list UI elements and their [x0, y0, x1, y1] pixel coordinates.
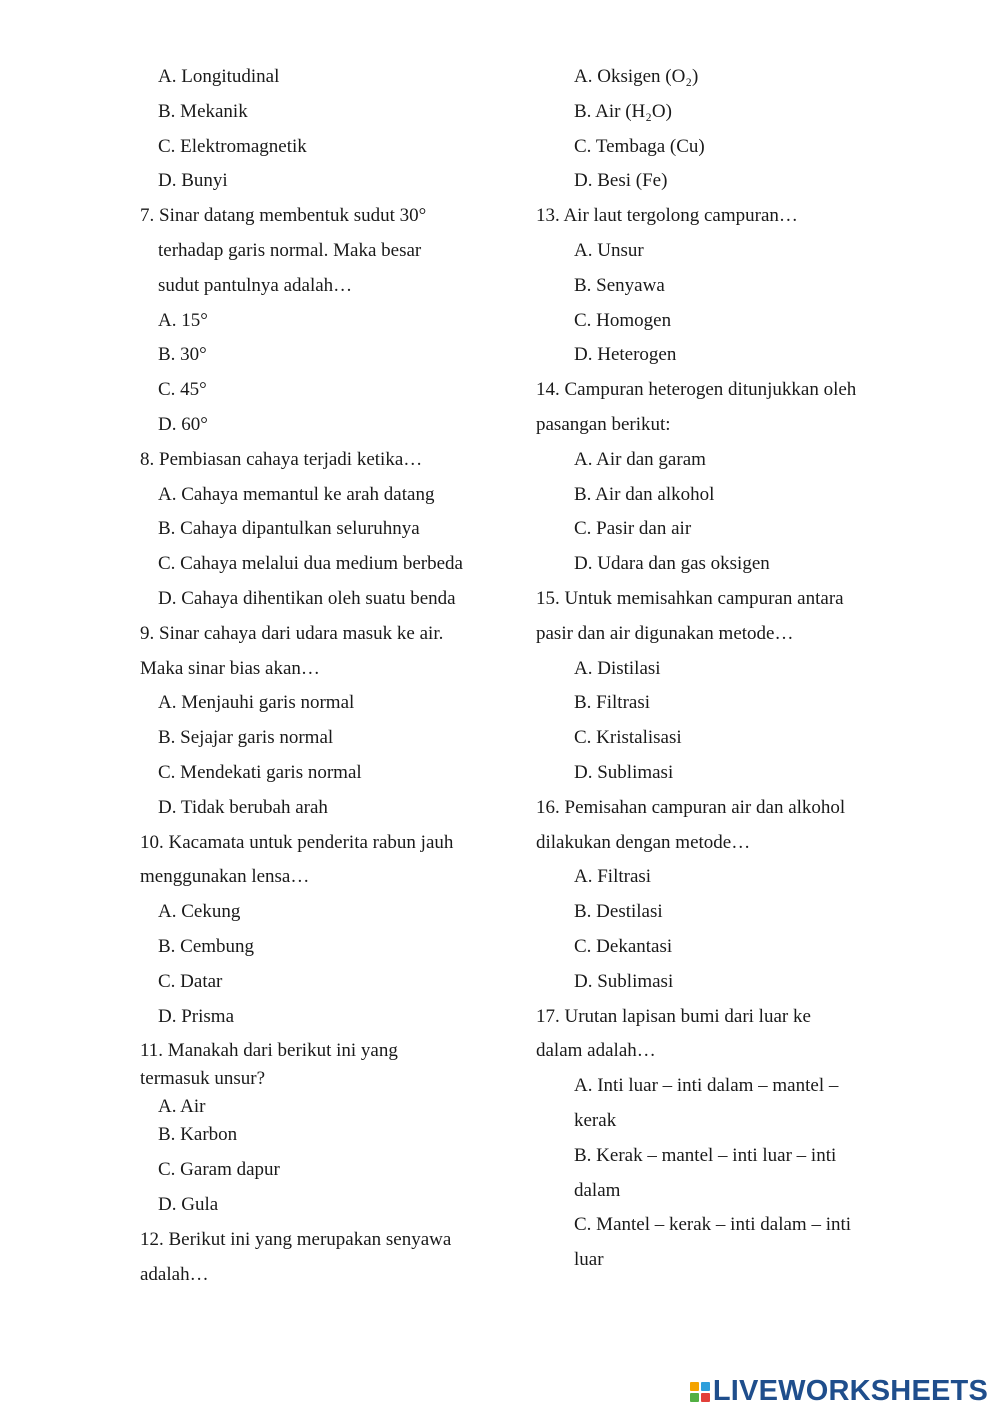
- answer-option: A. Menjauhi garis normal: [158, 692, 355, 714]
- answer-option: B. Destilasi: [574, 901, 663, 923]
- question-text: menggunakan lensa…: [140, 866, 310, 888]
- question-text: 12. Berikut ini yang merupakan senyawa: [140, 1228, 452, 1250]
- question-text: 10. Kacamata untuk penderita rabun jauh: [140, 831, 454, 853]
- question-text: dalam adalah…: [536, 1040, 656, 1062]
- answer-option: kerak: [574, 1109, 617, 1131]
- question-text: terhadap garis normal. Maka besar: [158, 239, 422, 261]
- right-column: [536, 60, 896, 1278]
- answer-option: D. Prisma: [158, 1005, 234, 1027]
- answer-option: C. Mantel – kerak – inti dalam – inti: [574, 1214, 852, 1236]
- answer-option: C. Kristalisasi: [574, 727, 682, 749]
- left-column: [140, 60, 510, 1292]
- answer-option: A. Air: [158, 1096, 206, 1118]
- answer-option: A. Distilasi: [574, 657, 661, 679]
- liveworksheets-logo-icon: [690, 1382, 710, 1402]
- question-text: pasangan berikut:: [536, 413, 671, 435]
- answer-option: A. Inti luar – inti dalam – mantel –: [574, 1075, 839, 1097]
- answer-option: B. Cembung: [158, 935, 255, 957]
- answer-option: A. Filtrasi: [574, 866, 652, 888]
- answer-option: C. Mendekati garis normal: [158, 761, 362, 783]
- answer-option: B. Air dan alkohol: [574, 483, 715, 505]
- question-text: 13. Air laut tergolong campuran…: [536, 205, 798, 227]
- liveworksheets-logo: [690, 1375, 988, 1408]
- answer-option: D. Bunyi: [158, 170, 228, 192]
- answer-option: A. Cekung: [158, 901, 241, 923]
- answer-option: C. Dekantasi: [574, 935, 673, 957]
- question-text: 16. Pemisahan campuran air dan alkohol: [536, 796, 846, 818]
- question-text: pasir dan air digunakan metode…: [536, 622, 794, 644]
- answer-option: luar: [574, 1249, 604, 1271]
- answer-option: A. Oksigen (O₂): [574, 66, 699, 87]
- answer-option: D. Heterogen: [574, 344, 677, 366]
- answer-option: B. Cahaya dipantulkan seluruhnya: [158, 518, 420, 540]
- question-text: 14. Campuran heterogen ditunjukkan oleh: [536, 379, 857, 401]
- answer-option: dalam: [574, 1179, 621, 1201]
- answer-option: D. Sublimasi: [574, 970, 674, 992]
- answer-option: C. Cahaya melalui dua medium berbeda: [158, 553, 463, 575]
- question-text: 17. Urutan lapisan bumi dari luar ke: [536, 1005, 811, 1027]
- answer-option: D. 60°: [158, 413, 208, 435]
- answer-option: A. Unsur: [574, 239, 644, 261]
- answer-option: D. Cahaya dihentikan oleh suatu benda: [158, 587, 456, 609]
- answer-option: B. Karbon: [158, 1124, 238, 1146]
- answer-option: B. Sejajar garis normal: [158, 727, 334, 749]
- watermark-text: LIVEWORKSHEETS: [712, 1375, 988, 1407]
- answer-option: D. Besi (Fe): [574, 170, 668, 192]
- answer-option: C. Pasir dan air: [574, 518, 692, 540]
- answer-option: B. Mekanik: [158, 100, 248, 122]
- answer-option: D. Sublimasi: [574, 761, 674, 783]
- answer-option: C. 45°: [158, 379, 207, 401]
- question-text: Maka sinar bias akan…: [140, 657, 320, 679]
- answer-option: C. Garam dapur: [158, 1159, 280, 1181]
- answer-option: A. Air dan garam: [574, 448, 706, 470]
- answer-option: A. Cahaya memantul ke arah datang: [158, 483, 435, 505]
- question-text: termasuk unsur?: [140, 1068, 266, 1090]
- answer-option: A. 15°: [158, 309, 208, 331]
- answer-option: B. Senyawa: [574, 274, 665, 296]
- question-text: 11. Manakah dari berikut ini yang: [140, 1040, 398, 1062]
- answer-option: A. Longitudinal: [158, 66, 280, 87]
- answer-option: B. 30°: [158, 344, 207, 366]
- answer-option: D. Udara dan gas oksigen: [574, 553, 770, 575]
- question-text: dilakukan dengan metode…: [536, 831, 751, 853]
- answer-option: C. Elektromagnetik: [158, 135, 307, 157]
- question-text: adalah…: [140, 1263, 209, 1285]
- answer-option: D. Tidak berubah arah: [158, 796, 328, 818]
- answer-option: D. Gula: [158, 1193, 219, 1215]
- answer-option: B. Kerak – mantel – inti luar – inti: [574, 1144, 837, 1166]
- answer-option: C. Tembaga (Cu): [574, 135, 705, 157]
- question-text: 15. Untuk memisahkan campuran antara: [536, 587, 844, 609]
- question-text: 7. Sinar datang membentuk sudut 30°: [140, 205, 427, 227]
- answer-option: B. Air (H₂O): [574, 100, 672, 122]
- question-text: 8. Pembiasan cahaya terjadi ketika…: [140, 448, 423, 470]
- question-text: sudut pantulnya adalah…: [158, 274, 353, 296]
- answer-option: C. Homogen: [574, 309, 672, 331]
- question-text: 9. Sinar cahaya dari udara masuk ke air.: [140, 622, 444, 644]
- answer-option: B. Filtrasi: [574, 692, 651, 714]
- answer-option: C. Datar: [158, 970, 223, 992]
